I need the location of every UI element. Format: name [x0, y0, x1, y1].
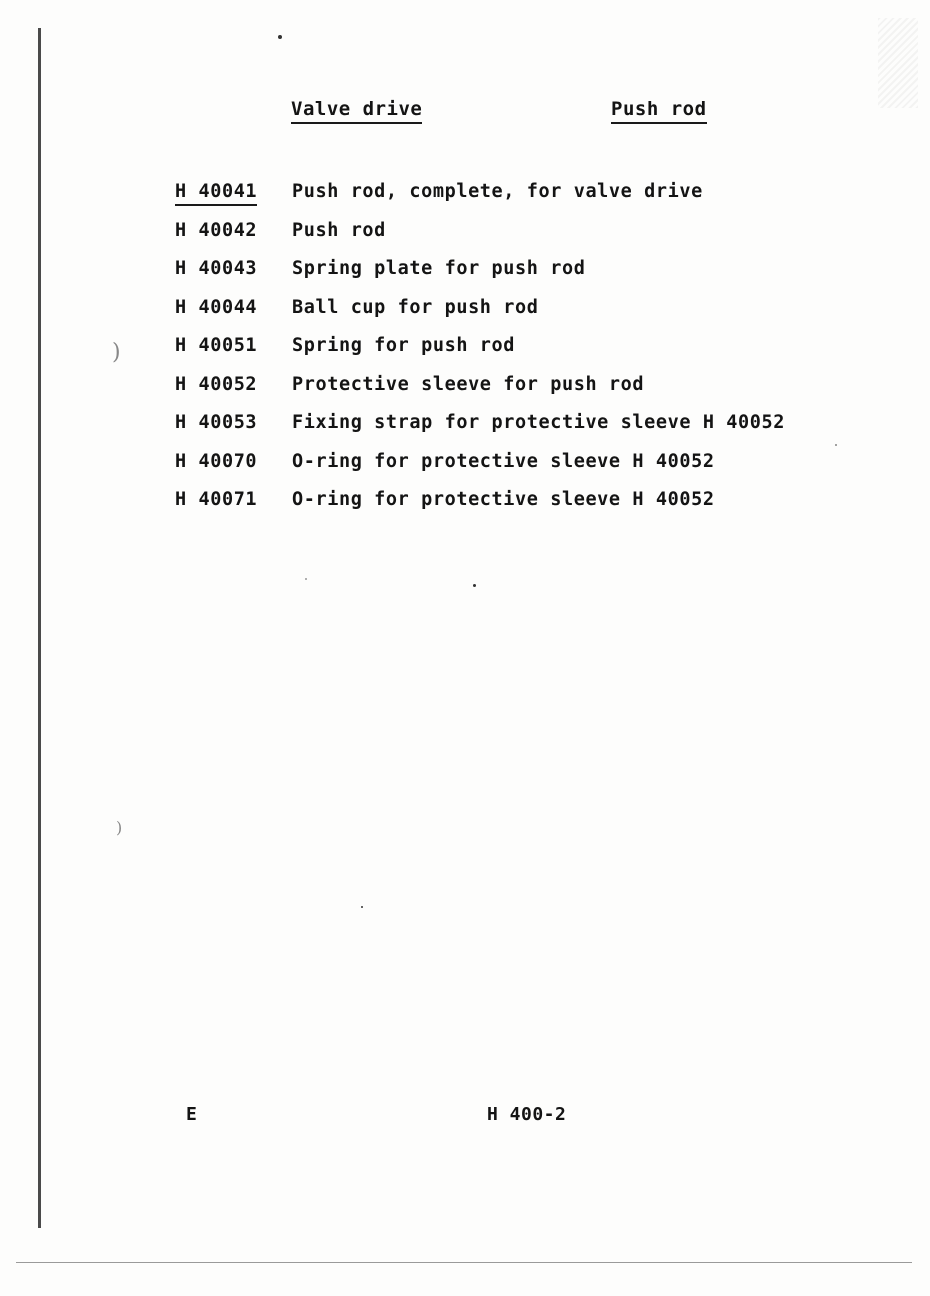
part-description: O-ring for protective sleeve H 40052: [292, 489, 715, 510]
language-code: E: [186, 1104, 197, 1125]
part-description: O-ring for protective sleeve H 40052: [292, 450, 715, 472]
list-item: [175, 489, 875, 528]
part-number: H 40070: [175, 450, 258, 472]
scan-mark: ): [116, 818, 123, 837]
list-item: [175, 374, 875, 413]
part-number: H 40044: [175, 296, 258, 318]
list-item: [175, 412, 875, 451]
scan-speck: [305, 578, 307, 580]
page-number: H 400-2: [487, 1104, 567, 1125]
scan-speck: [278, 35, 282, 39]
part-description: Ball cup for push rod: [292, 296, 539, 318]
page-bottom-edge: [16, 1262, 912, 1263]
part-number: H 40042: [175, 219, 258, 241]
list-item: [175, 451, 875, 490]
list-item: [175, 220, 875, 259]
list-item: [175, 181, 875, 220]
part-number: H 40052: [175, 373, 258, 395]
part-description: Spring for push rod: [292, 335, 516, 356]
section-title: Valve drive: [291, 97, 422, 124]
part-number: H 40071: [175, 489, 258, 510]
subsection-title: Push rod: [611, 97, 707, 124]
scan-mark: ): [112, 340, 121, 365]
part-description: Fixing strap for protective sleeve H 40052: [292, 412, 785, 433]
part-description: Spring plate for push rod: [292, 258, 586, 279]
scan-smudge: [878, 18, 918, 108]
part-number: [175, 181, 292, 202]
list-item: [175, 258, 875, 297]
list-item: [175, 335, 875, 374]
scan-speck: [361, 906, 363, 908]
part-description: Push rod: [292, 219, 386, 241]
binding-edge: [38, 28, 41, 1228]
scan-speck: [473, 584, 476, 587]
parts-list: [175, 181, 875, 528]
part-number-text: H 40041: [175, 181, 257, 206]
part-description: Push rod, complete, for valve drive: [292, 181, 703, 202]
part-number: H 40043: [175, 258, 258, 279]
part-description: Protective sleeve for push rod: [292, 373, 645, 395]
part-number: H 40053: [175, 412, 258, 433]
list-item: [175, 297, 875, 336]
part-number: H 40051: [175, 335, 258, 356]
